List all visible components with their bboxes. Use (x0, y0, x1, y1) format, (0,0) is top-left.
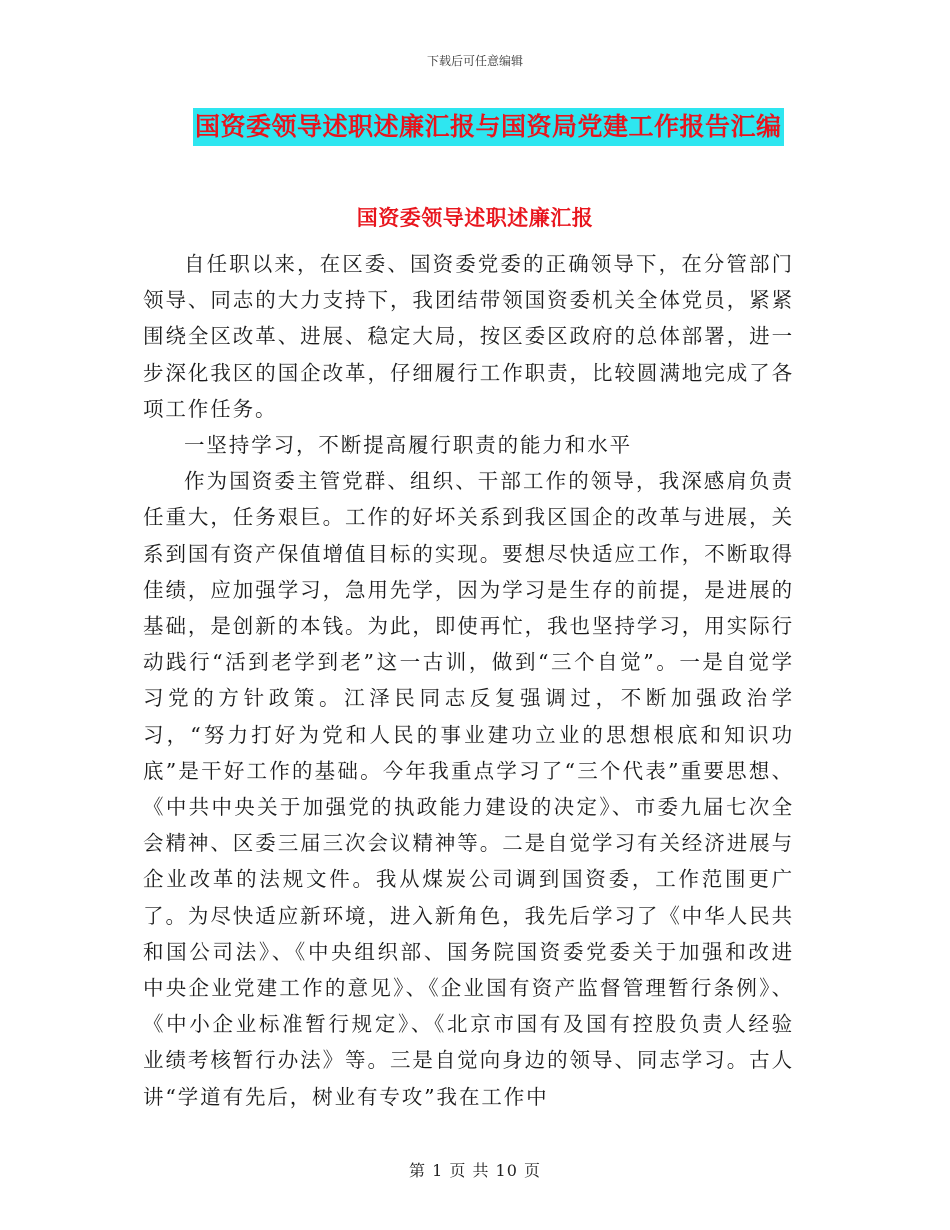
paragraph-heading-1: 一坚持学习，不断提高履行职责的能力和水平 (184, 433, 632, 458)
main-title-container (193, 108, 784, 146)
section-title: 国资委领导述职述廉汇报 (356, 206, 594, 230)
body-text (143, 246, 794, 1115)
header-note: 下载后可任意编辑 (426, 54, 523, 68)
paragraph-intro: 自任职以来，在区委、国资委党委的正确领导下，在分管部门领导、同志的大力支持下，我团结带领国资委机关全体党员，紧紧围绕全区改革、进展、稳定大局，按区委区政府的总体部署，进一步深化我区的国企改革，仔细履行工作职责，比较圆满地完成了各项工作任务。 (143, 252, 794, 421)
main-title: 国资委领导述职述廉汇报与国资局党建工作报告汇编 (193, 108, 784, 146)
paragraph-study: 作为国资委主管党群、组织、干部工作的领导，我深感肩负责任重大，任务艰巨。工作的好坏关系到我区国企的改革与进展，关系到国有资产保值增值目标的实现。要想尽快适应工作，不断取得佳绩，应加强学习，急用先学，因为学习是生存的前提，是进展的基础，是创新的本钱。为此，即使再忙，我也坚持学习，用实际行动践行“活到老学到老”这一古训，做到“三个自觉”。一是自觉学习党的方针政策。江泽民同志反复强调过，不断加强政治学习，“努力打好为党和人民的事业建功立业的思想根底和知识功底”是干好工作的基础。今年我重点学习了“三个代表”重要思想、《中共中央关于加强党的执政能力建设的决定》、市委九届七次全会精神、区委三届三次会议精神等。二是自觉学习有关经济进展与企业改革的法规文件。我从煤炭公司调到国资委，工作范围更广了。为尽快适应新环境，进入新角色，我先后学习了《中华人民共和国公司法》、《中央组织部、国务院国资委党委关于加强和改进中央企业党建工作的意见》、《企业国有资产监督管理暂行条例》、《中小企业标准暂行规定》、《北京市国有及国有控股负责人经验业绩考核暂行办法》等。三是自觉向身边的领导、同志学习。古人讲“学道有先后，树业有专攻”我在工作中 (143, 469, 794, 1109)
page-footer: 第 1 页 共 10 页 (409, 1161, 541, 1180)
